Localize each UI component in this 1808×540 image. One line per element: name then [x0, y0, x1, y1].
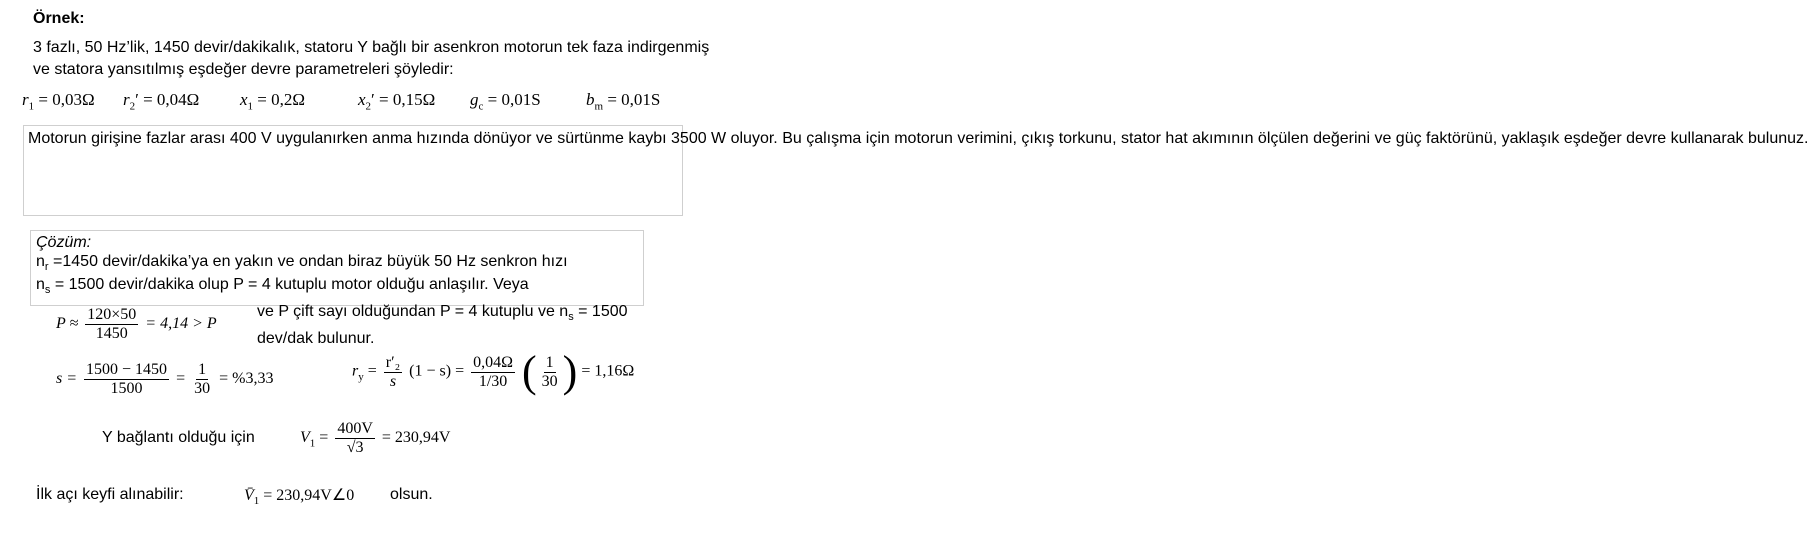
param-bm: $b_m = 0,01S$ — [586, 90, 661, 113]
solution-heading: Çözüm: — [36, 234, 92, 251]
param-r1: $r_1 = 0,03\Omega$ — [22, 90, 95, 113]
param-r2: $r_2' = 0,04\Omega$ — [123, 90, 200, 113]
problem-box — [23, 125, 1808, 216]
equation-slip: s = $\frac{1500 - 1450}{1500}$ = $\frac{1}{30}$ = %3,33 — [56, 361, 274, 397]
param-x1: $x_1 = 0,2\Omega$ — [240, 90, 306, 113]
example-title: Örnek: — [33, 10, 85, 27]
y-connection-label: Y bağlantı olduğu için — [102, 429, 255, 446]
param-x2: $x_2' = 0,15\Omega$ — [358, 90, 436, 113]
equation-pole-estimate: P ≈ $\frac{120\times 50}{1450}$ = 4,14 > P — [56, 306, 217, 342]
olsun-text: olsun. — [390, 486, 433, 503]
equation-load-resistance: $r_y$ = $\frac{\text{r′₂}}{s}$ (1 − s) = $\frac{0,04\Omega}{1/30}$ ( $\frac{1}{30}$ ) = 1,16Ω — [352, 347, 635, 396]
equation-phase-voltage: $V_1$ = $\frac{400V}{√3}$ = 230,94V — [300, 420, 451, 456]
param-gc: $g_c = 0,01S$ — [470, 90, 541, 113]
solution-line-1: $n_r =1450$ devir/dakika’ya en yakın ve ondan biraz büyük 50 Hz senkron hızı — [36, 253, 568, 274]
solution-line-2: $n_s = 1500$ devir/dakika olup P = 4 kutuplu motor olduğu anlaşılır. Veya — [36, 276, 529, 297]
problem-text: Motorun girişine fazlar arası 400 V uygulanırken anma hızında dönüyor ve sürtünme kaybı 3500 W oluyor. Bu çalışma için motorun verimini, çıkış torkunu, stator hat akımının ölçülen değerini ve güç faktörünü, yaklaşık eşdeğer devre kullanarak bulunuz. — [28, 130, 1808, 147]
angle-label: İlk açı keyfi alınabilir: — [36, 486, 184, 503]
pole-explanation: ve P çift sayı olduğundan P = 4 kutuplu ve $n_s = 1500$ dev/dak bulunur. — [257, 303, 628, 348]
equation-voltage-phasor: $V̄_1$ = 230,94V∠0 — [244, 487, 355, 508]
intro-text: 3 fazlı, 50 Hz’lik, 1450 devir/dakikalık, statoru Y bağlı bir asenkron motorun tek faza indirgenmiş ve statora yansıtılmış eşdeğer devre parametreleri şöyledir: — [33, 39, 710, 78]
